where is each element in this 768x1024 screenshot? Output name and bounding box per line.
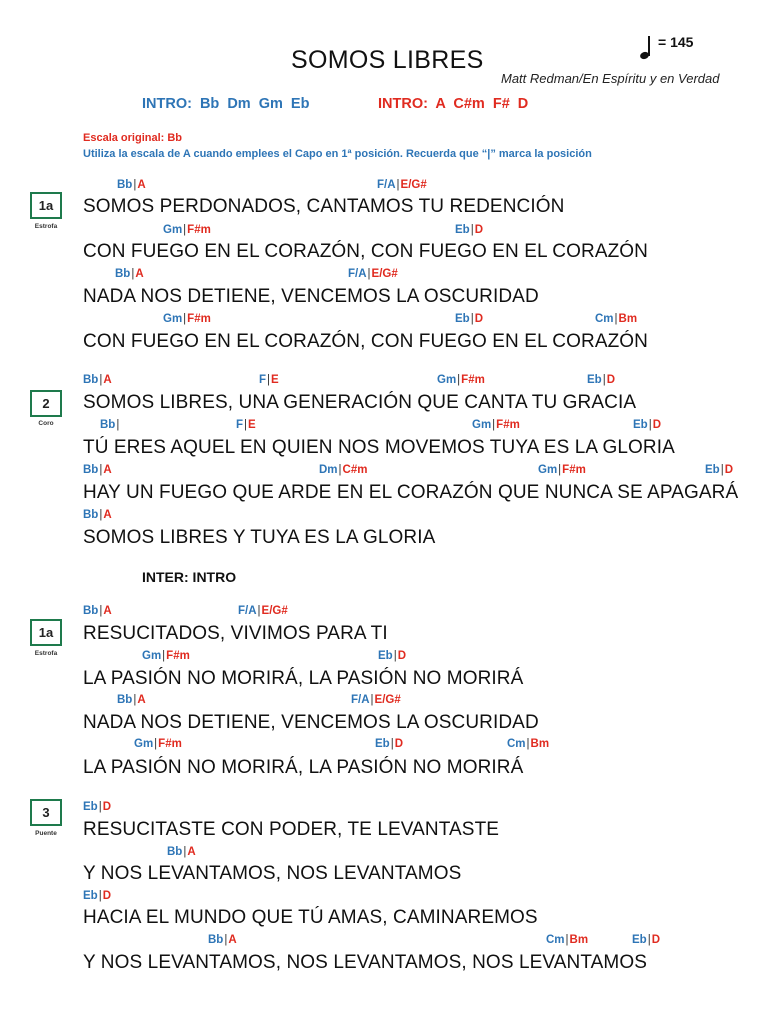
lyric-line: NADA NOS DETIENE, VENCEMOS LA OSCURIDAD [83,712,539,733]
quarter-note-icon [640,34,654,60]
chord-marker: Bb|A [83,374,112,386]
chord-marker: Gm|F#m [142,650,190,662]
section-label: Puente [35,830,57,837]
chord-marker: Eb|D [633,419,662,431]
section-tag-box: 1a [30,192,62,219]
chord-marker: Bb|A [83,605,112,617]
lyric-line: RESUCITADOS, VIVIMOS PARA TI [83,623,388,644]
chord-marker: Gm|F#m [163,313,211,325]
lyric-line: HAY UN FUEGO QUE ARDE EN EL CORAZÓN QUE NUNCA SE APAGARÁ [83,482,739,503]
section-label: Coro [38,420,54,427]
section-tag-box: 3 [30,799,62,826]
chord-marker: F|E [259,374,279,386]
chord-marker: Bb|A [115,268,144,280]
chord-marker: F/A|E/G# [348,268,398,280]
chord-marker: Bb| [100,419,120,431]
chord-marker: Gm|F#m [163,224,211,236]
intro-original-key: INTRO: Bb Dm Gm Eb [142,96,310,112]
chord-marker: Bb|A [117,694,146,706]
chord-marker: Eb|D [455,313,484,325]
lyric-line: CON FUEGO EN EL CORAZÓN, CON FUEGO EN EL CORAZÓN [83,331,649,352]
section-tag-box: 1a [30,619,62,646]
chord-marker: Eb|D [378,650,407,662]
lyric-line: NADA NOS DETIENE, VENCEMOS LA OSCURIDAD [83,286,539,307]
lyric-line: SOMOS PERDONADOS, CANTAMOS TU REDENCIÓN [83,196,565,217]
original-scale-note: Escala original: Bb [83,132,183,144]
lyric-line: LA PASIÓN NO MORIRÁ, LA PASIÓN NO MORIRÁ [83,668,524,689]
chord-marker: Gm|F#m [134,738,182,750]
section-label: Estrofa [34,223,58,230]
chord-marker: Eb|D [83,890,112,902]
song-author: Matt Redman/En Espíritu y en Verdad [501,71,720,86]
chord-marker: F/A|E/G# [238,605,288,617]
capo-hint-note: Utiliza la escala de A cuando emplees el Capo en 1ª posición. Recuerda que “|” marca la posición [83,148,592,160]
chord-marker: Gm|F#m [538,464,586,476]
inter-instruction: INTER: INTRO [142,569,237,585]
chord-marker: F/A|E/G# [377,179,427,191]
song-title: SOMOS LIBRES [291,46,484,74]
intro-capo-key: INTRO: A C#m F# D [378,96,529,112]
chord-marker: Cm|Bm [507,738,550,750]
chord-marker: Bb|A [167,846,196,858]
chord-marker: F|E [236,419,256,431]
chord-marker: Gm|F#m [437,374,485,386]
chord-marker: Eb|D [375,738,404,750]
lyric-line: Y NOS LEVANTAMOS, NOS LEVANTAMOS, NOS LEVANTAMOS [83,952,648,973]
chord-marker: Gm|F#m [472,419,520,431]
chord-marker: Eb|D [83,801,112,813]
lyric-line: Y NOS LEVANTAMOS, NOS LEVANTAMOS [83,863,462,884]
chord-marker: Cm|Bm [595,313,638,325]
lyric-line: HACIA EL MUNDO QUE TÚ AMAS, CAMINAREMOS [83,907,538,928]
chord-marker: Bb|A [208,934,237,946]
chord-marker: F/A|E/G# [351,694,401,706]
chord-marker: Bb|A [117,179,146,191]
chord-marker: Eb|D [632,934,661,946]
lyric-line: SOMOS LIBRES, UNA GENERACIÓN QUE CANTA TU GRACIA [83,392,637,413]
chord-marker: Dm|C#m [319,464,368,476]
chord-marker: Bb|A [83,509,112,521]
section-tag-box: 2 [30,390,62,417]
lyric-line: LA PASIÓN NO MORIRÁ, LA PASIÓN NO MORIRÁ [83,757,524,778]
lyric-line: SOMOS LIBRES Y TUYA ES LA GLORIA [83,527,436,548]
tempo-value: = 145 [658,34,694,50]
chord-marker: Eb|D [587,374,616,386]
lyric-line: CON FUEGO EN EL CORAZÓN, CON FUEGO EN EL CORAZÓN [83,241,649,262]
lyric-line: RESUCITASTE CON PODER, TE LEVANTASTE [83,819,500,840]
chord-marker: Bb|A [83,464,112,476]
lyric-line: TÚ ERES AQUEL EN QUIEN NOS MOVEMOS TUYA ES LA GLORIA [83,437,675,458]
chord-marker: Eb|D [455,224,484,236]
chord-marker: Cm|Bm [546,934,589,946]
chord-marker: Eb|D [705,464,734,476]
section-label: Estrofa [34,650,58,657]
